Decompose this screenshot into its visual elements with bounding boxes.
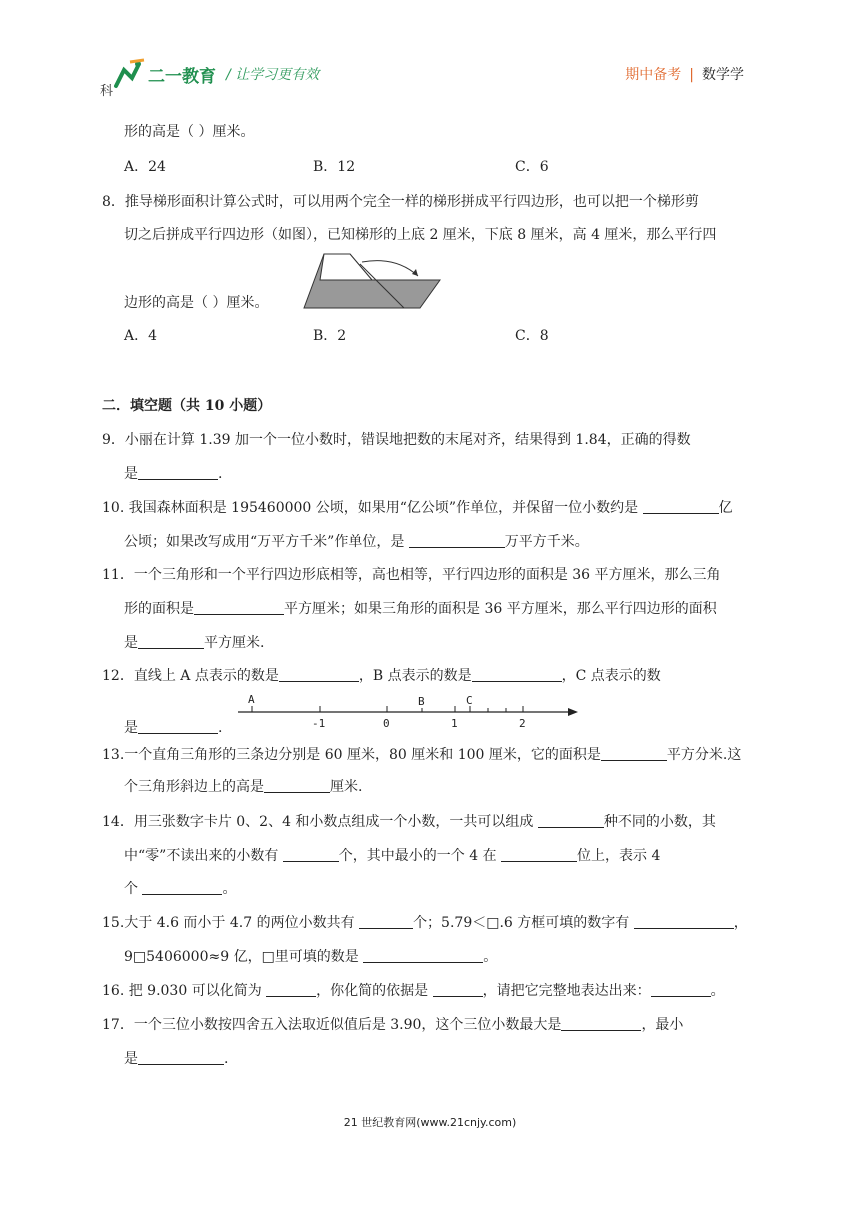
q12-text-e: . xyxy=(218,720,223,736)
q10-text-b: 亿 xyxy=(718,500,733,516)
q12-text-d: 是 xyxy=(124,720,138,736)
q11-text-a: 形的面积是 xyxy=(124,601,194,617)
q15-line-2 xyxy=(124,946,497,967)
slogan: / 让学习更有效 xyxy=(226,67,320,83)
q9-line-1: 9．小丽在计算 1.39 加一个一位小数时，错误地把数的末尾对齐，结果得到 1.84，正确的得数 xyxy=(102,432,691,448)
q10-text-c: 公顷；如果改写成用“万平方千米”作单位，是 xyxy=(124,534,405,550)
tick-label: 1 xyxy=(451,717,458,730)
q12-text-c: ，C 点表示的数 xyxy=(561,668,661,684)
q15-text-b: 个；5.79＜□.6 方框可填的数字有 xyxy=(413,915,630,931)
tick-label: 0 xyxy=(383,717,390,730)
point-a-label: A xyxy=(248,693,255,706)
q12-line-1 xyxy=(102,665,661,686)
q17-line-1 xyxy=(102,1014,683,1035)
q16-blank-1[interactable] xyxy=(266,980,316,997)
q11-line-1: 11．一个三角形和一个平行四边形底相等，高也相等，平行四边形的面积是 36 平方厘米，那么三角 xyxy=(102,567,721,583)
q11-blank-2[interactable] xyxy=(138,632,204,649)
q16-text-b: ，你化简的依据是 xyxy=(316,983,429,999)
q8-option-c: C．8 xyxy=(515,328,549,344)
q13-text-c: 个三角形斜边上的高是 xyxy=(124,779,264,795)
q8-option-b: B．2 xyxy=(313,328,347,344)
logo-sub: 科 xyxy=(100,84,114,99)
tick-label: 2 xyxy=(519,717,526,730)
q10-text-d: 万平方千米。 xyxy=(504,534,589,550)
q7-continuation: 形的高是（ ）厘米。 xyxy=(124,124,255,140)
q11-text-d: 平方厘米. xyxy=(204,635,265,651)
q12-blank-b[interactable] xyxy=(472,665,562,682)
q17-text-b: ，最小 xyxy=(641,1017,684,1033)
q11-text-b: 平方厘米；如果三角形的面积是 36 平方厘米，那么平行四边形的面积 xyxy=(284,601,717,617)
q14-line-1 xyxy=(102,811,716,832)
q12-blank-a[interactable] xyxy=(279,665,359,682)
logo-text: 二一教育 xyxy=(148,67,216,87)
number-line xyxy=(232,690,582,732)
q15-blank-3[interactable] xyxy=(363,946,483,963)
trapezoid-figure xyxy=(300,250,450,312)
tick-label: -1 xyxy=(312,717,326,730)
q11-blank-1[interactable] xyxy=(194,598,284,615)
q14-blank-2[interactable] xyxy=(283,845,339,862)
q11-text-c: 是 xyxy=(124,635,138,651)
q14-line-3 xyxy=(124,878,236,899)
logo-icon xyxy=(108,56,228,96)
q15-text-a: 15.大于 4.6 而小于 4.7 的两位小数共有 xyxy=(102,915,355,931)
point-c-label: C xyxy=(466,694,473,707)
q8-line-3: 边形的高是（ ）厘米。 xyxy=(124,295,269,311)
header-subject: 数学学 xyxy=(702,67,744,83)
q9-text-a: 是 xyxy=(124,466,138,482)
q12-text-b: ，B 点表示的数是 xyxy=(358,668,472,684)
q15-text-d: 9□5406000≈9 亿，□里可填的数是 xyxy=(124,949,359,965)
q11-line-3 xyxy=(124,632,264,653)
q14-text-f: 个 xyxy=(124,881,138,897)
q15-line-1 xyxy=(102,912,748,933)
q8-line-1: 8．推导梯形面积计算公式时，可以用两个完全一样的梯形拼成平行四边形，也可以把一个梯形剪 xyxy=(102,194,699,210)
q13-line-1 xyxy=(102,744,741,765)
q17-text-a: 17．一个三位小数按四舍五入法取近似值后是 3.90，这个三位小数最大是 xyxy=(102,1017,562,1033)
q15-blank-2[interactable] xyxy=(634,912,734,929)
q15-text-e: 。 xyxy=(483,949,498,965)
q10-blank-2[interactable] xyxy=(409,531,505,548)
q10-blank-1[interactable] xyxy=(643,497,719,514)
q16-text-a: 16. 把 9.030 可以化简为 xyxy=(102,983,262,999)
q16-blank-3[interactable] xyxy=(651,980,711,997)
q14-text-g: 。 xyxy=(222,881,237,897)
q14-text-a: 14．用三张数字卡片 0、2、4 和小数点组成一个小数，一共可以组成 xyxy=(102,814,534,830)
q17-text-c: 是 xyxy=(124,1051,138,1067)
header-separator: | xyxy=(689,67,694,83)
q14-blank-4[interactable] xyxy=(142,878,222,895)
q14-line-2 xyxy=(124,845,660,866)
q7-option-a: A．24 xyxy=(124,159,166,175)
header-right xyxy=(625,64,744,84)
q16-text-d: 。 xyxy=(710,983,725,999)
q7-option-b: B．12 xyxy=(313,159,356,175)
q7-option-c: C．6 xyxy=(515,159,549,175)
page-header xyxy=(100,52,760,99)
q12-line-2 xyxy=(124,717,222,738)
q16-text-c: ，请把它完整地表达出来： xyxy=(482,983,651,999)
q15-blank-1[interactable] xyxy=(359,912,413,929)
q9-blank[interactable] xyxy=(138,463,218,480)
q16-line xyxy=(102,980,725,1001)
q10-line-2 xyxy=(124,531,589,552)
q15-text-c: ， xyxy=(733,915,748,931)
q13-line-2 xyxy=(124,776,362,797)
q11-line-2 xyxy=(124,598,717,619)
q10-text-a: 10. 我国森林面积是 195460000 公顷，如果用“亿公顷”作单位，并保留一位小数约是 xyxy=(102,500,639,516)
q14-text-e: 位上，表示 4 xyxy=(577,848,661,864)
q16-blank-2[interactable] xyxy=(433,980,483,997)
q17-blank-1[interactable] xyxy=(561,1014,641,1031)
q12-text-a: 12．直线上 A 点表示的数是 xyxy=(102,668,279,684)
q14-blank-3[interactable] xyxy=(501,845,577,862)
q12-blank-c[interactable] xyxy=(138,717,218,734)
q13-text-b: 平方分米.这 xyxy=(666,747,742,763)
q14-text-c: 中“零”不读出来的小数有 xyxy=(124,848,279,864)
q8-option-a: A．4 xyxy=(124,328,158,344)
q13-blank-1[interactable] xyxy=(601,744,667,761)
q8-line-2: 切之后拼成平行四边形（如图），已知梯形的上底 2 厘米，下底 8 厘米，高 4 厘米，那么平行四 xyxy=(124,227,717,243)
q14-text-d: 个，其中最小的一个 4 在 xyxy=(338,848,497,864)
q13-text-d: 厘米. xyxy=(330,779,363,795)
q10-line-1 xyxy=(102,497,733,518)
q9-text-b: . xyxy=(218,466,223,482)
q13-text-a: 13.一个直角三角形的三条边分别是 60 厘米，80 厘米和 100 厘米，它的面积是 xyxy=(102,747,601,763)
section-heading: 二．填空题（共 10 小题） xyxy=(102,398,272,414)
q9-line-2 xyxy=(124,463,222,484)
page-footer: 21 世纪教育网(www.21cnjy.com) xyxy=(343,1116,517,1129)
header-exam-type: 期中备考 xyxy=(625,67,682,83)
point-b-label: B xyxy=(418,695,425,708)
q14-blank-1[interactable] xyxy=(538,811,604,828)
q17-blank-2[interactable] xyxy=(138,1048,224,1065)
q17-text-d: . xyxy=(224,1051,229,1067)
q17-line-2 xyxy=(124,1048,228,1069)
q13-blank-2[interactable] xyxy=(264,776,330,793)
q14-text-b: 种不同的小数，其 xyxy=(603,814,716,830)
